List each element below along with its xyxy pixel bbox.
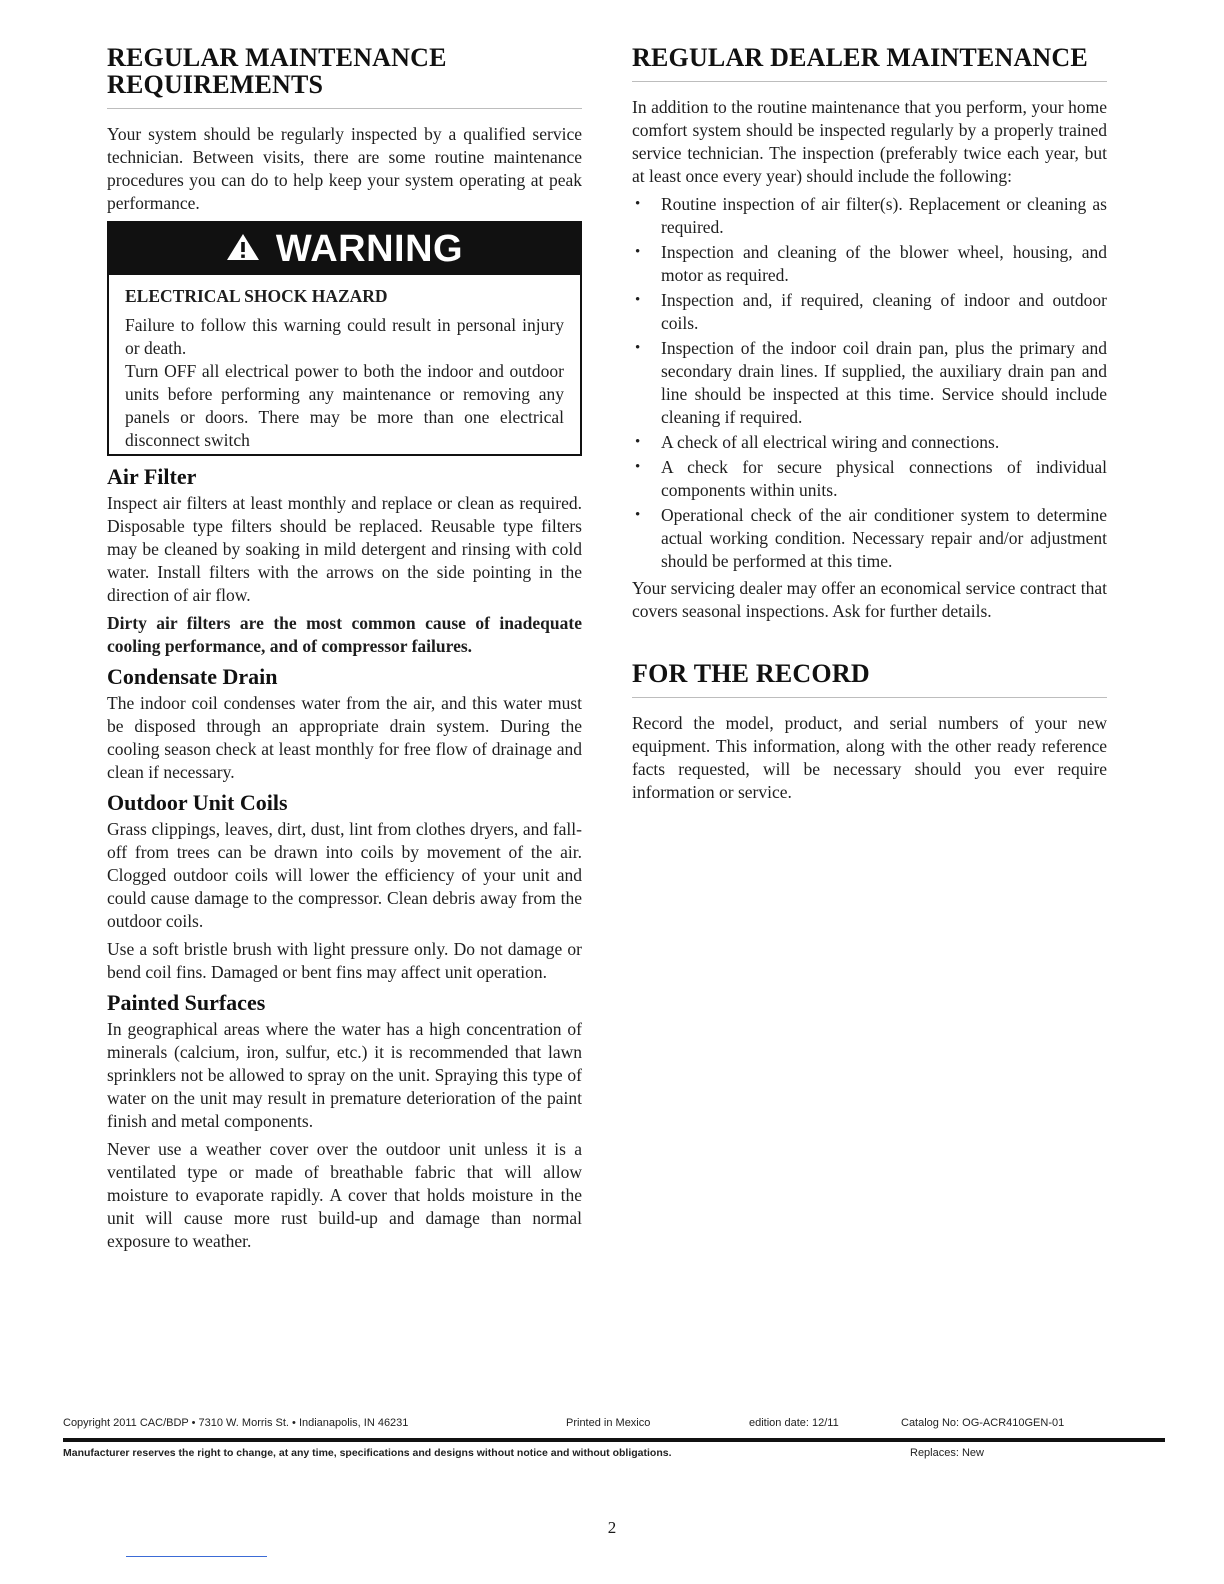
list-item: • Inspection and, if required, cleaning of indoor and outdoor coils. <box>635 290 1107 333</box>
stray-underline <box>126 1556 267 1557</box>
outdoor-coils-text-1: Grass clippings, leaves, dirt, dust, lint from clothes dryers, and fall-off from trees can be drawn into coils by movement of the air. Clogged outdoor coils will lower the efficiency of your unit and could cause damage to the compressor. Clean debris away from the outdoor coils. <box>107 819 582 931</box>
copyright-text: Copyright 2011 CAC/BDP • 7310 W. Morris St. • Indianapolis, IN 46231 <box>63 1417 409 1429</box>
painted-text-2: Never use a weather cover over the outdoor unit unless it is a ventilated type or made of breathable fabric that will allow moisture to evaporate rapidly. A cover that holds moisture in the unit will cause more rust build-up and damage than normal exposure to weather. <box>107 1139 582 1251</box>
warning-header <box>109 223 580 275</box>
section-title-dealer: REGULAR DEALER MAINTENANCE <box>632 43 1088 72</box>
dealer-intro: In addition to the routine maintenance that you perform, your home comfort system should be inspected regularly by a properly trained service technician. The inspection (preferably twice each year, but at least once every year) should include the following: <box>632 97 1107 186</box>
edition-date: edition date: 12/11 <box>749 1417 839 1429</box>
dealer-outro: Your servicing dealer may offer an economical service contract that covers seasonal inspections. Ask for further details. <box>632 578 1107 621</box>
warning-box <box>107 221 582 456</box>
warning-body <box>109 275 580 454</box>
right-column <box>632 44 1107 809</box>
list-item: • Operational check of the air conditioner system to determine actual working condition. Necessary repair and/or adjustment should be performed at this time. <box>635 505 1107 571</box>
condensate-text: The indoor coil condenses water from the air, and this water must be disposed through an appropriate drain system. During the cooling season check at least monthly for free flow of drainage and clean if necessary. <box>107 693 582 782</box>
printed-in: Printed in Mexico <box>566 1417 651 1429</box>
heading-painted-surfaces: Painted Surfaces <box>107 990 266 1015</box>
section-divider <box>107 108 582 109</box>
heading-air-filter: Air Filter <box>107 464 197 489</box>
air-filter-bold-note: Dirty air filters are the most common cause of inadequate cooling performance, and of compressor failures. <box>107 613 582 656</box>
hazard-title: ELECTRICAL SHOCK HAZARD <box>125 286 388 306</box>
list-item: • A check for secure physical connections of individual components within units. <box>635 457 1107 500</box>
list-item: • Routine inspection of air filter(s). Replacement or cleaning as required. <box>635 194 1107 237</box>
warning-text-2: Turn OFF all electrical power to both the indoor and outdoor units before performing any maintenance or removing any panels or doors. There may be more than one electrical disconnect switch <box>125 361 564 450</box>
warning-label: WARNING <box>275 227 464 270</box>
left-column <box>107 44 582 1258</box>
list-item: • Inspection and cleaning of the blower wheel, housing, and motor as required. <box>635 242 1107 285</box>
list-item: • A check of all electrical wiring and connections. <box>635 432 1000 452</box>
catalog-number: Catalog No: OG-ACR410GEN-01 <box>901 1417 1065 1429</box>
list-item: • Inspection of the indoor coil drain pan, plus the primary and secondary drain lines. If supplied, the auxiliary drain pan and line should be inspected at this time. Service should include cleaning if required. <box>635 338 1107 427</box>
warning-text-1: Failure to follow this warning could result in personal injury or death. <box>125 315 564 358</box>
painted-text-1: In geographical areas where the water has a high concentration of minerals (calcium, iron, sulfur, etc.) it is recommended that lawn sprinklers not be allowed to spray on the unit. Spraying this type of water on the unit may result in premature deterioration of the paint finish and metal components. <box>107 1019 582 1131</box>
heading-condensate-drain: Condensate Drain <box>107 664 278 689</box>
section-title-maintenance: REGULAR MAINTENANCE REQUIREMENTS <box>107 43 447 99</box>
page-footer <box>63 1417 1165 1466</box>
heading-outdoor-coils: Outdoor Unit Coils <box>107 790 288 815</box>
page-number: 2 <box>607 1518 617 1537</box>
record-text: Record the model, product, and serial numbers of your new equipment. This information, along with the other ready reference facts requested, will be necessary should you ever require information or service. <box>632 713 1107 802</box>
section-title-record: FOR THE RECORD <box>632 659 870 688</box>
section-divider <box>632 697 1107 698</box>
air-filter-text: Inspect air filters at least monthly and replace or clean as required. Disposable type filters should be replaced. Reusable type filters may be cleaned by soaking in mild detergent and rinsing with cold water. Install filters with the arrows on the side pointing in the direction of air flow. <box>107 493 582 605</box>
section-divider <box>632 81 1107 82</box>
warning-triangle-icon <box>226 232 260 267</box>
dealer-checklist <box>632 193 1107 573</box>
replaces-text: Replaces: New <box>910 1447 984 1459</box>
manufacturer-notice: Manufacturer reserves the right to change, at any time, specifications and designs without notice and without obligations. <box>63 1447 672 1459</box>
maintenance-intro: Your system should be regularly inspected by a qualified service technician. Between visits, there are some routine maintenance procedures you can do to help keep your system operating at peak performance. <box>107 124 582 213</box>
outdoor-coils-text-2: Use a soft bristle brush with light pressure only. Do not damage or bend coil fins. Damaged or bent fins may affect unit operation. <box>107 939 582 982</box>
